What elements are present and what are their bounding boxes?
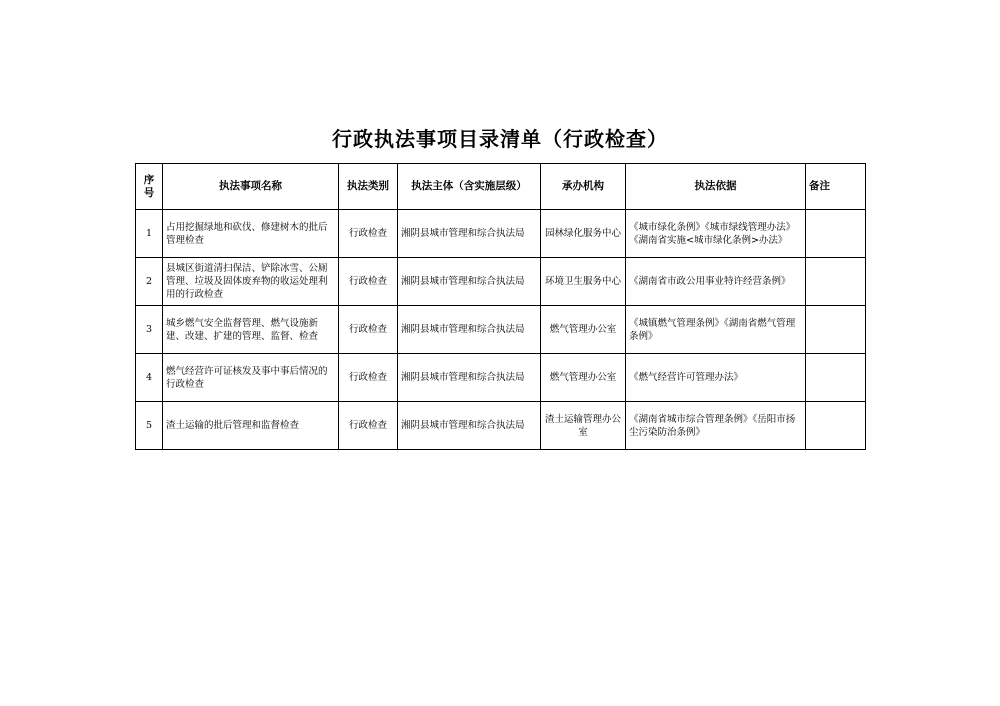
cell-remark [806, 210, 866, 258]
header-org: 承办机构 [541, 164, 626, 210]
cell-type: 行政检查 [339, 258, 398, 306]
cell-name: 占用挖掘绿地和砍伐、修建树木的批后管理检查 [163, 210, 339, 258]
cell-no: 1 [136, 210, 163, 258]
cell-remark [806, 258, 866, 306]
cell-body: 湘阴县城市管理和综合执法局 [398, 306, 541, 354]
cell-name: 城乡燃气安全监督管理、燃气设施新建、改建、扩建的管理、监督、检查 [163, 306, 339, 354]
cell-org: 园林绿化服务中心 [541, 210, 626, 258]
cell-org: 燃气管理办公室 [541, 354, 626, 402]
cell-remark [806, 354, 866, 402]
cell-org: 渣土运输管理办公室 [541, 402, 626, 450]
cell-org: 环境卫生服务中心 [541, 258, 626, 306]
cell-type: 行政检查 [339, 210, 398, 258]
table-header-row [136, 164, 866, 210]
cell-no: 2 [136, 258, 163, 306]
header-body: 执法主体（含实施层级） [398, 164, 541, 210]
cell-basis: 《湖南省市政公用事业特许经营条例》 [626, 258, 806, 306]
cell-type: 行政检查 [339, 402, 398, 450]
page-title: 行政执法事项目录清单（行政检查） [332, 127, 668, 151]
header-no: 序号 [136, 164, 163, 210]
cell-basis: 《城镇燃气管理条例》《湖南省燃气管理条例》 [626, 306, 806, 354]
cell-basis: 《湖南省城市综合管理条例》《岳阳市扬尘污染防治条例》 [626, 402, 806, 450]
cell-basis: 《城市绿化条例》《城市绿线管理办法》《湖南省实施<城市绿化条例>办法》 [626, 210, 806, 258]
table-row [136, 210, 866, 258]
header-type: 执法类别 [339, 164, 398, 210]
cell-name: 燃气经营许可证核发及事中事后情况的行政检查 [163, 354, 339, 402]
cell-body: 湘阴县城市管理和综合执法局 [398, 210, 541, 258]
table-row [136, 402, 866, 450]
cell-name: 县城区街道清扫保洁、铲除冰雪、公厕管理、垃圾及固体废弃物的收运处理利用的行政检查 [163, 258, 339, 306]
cell-body: 湘阴县城市管理和综合执法局 [398, 402, 541, 450]
table-row [136, 306, 866, 354]
cell-no: 3 [136, 306, 163, 354]
header-remark: 备注 [806, 164, 866, 210]
table-row [136, 258, 866, 306]
cell-remark [806, 306, 866, 354]
cell-org: 燃气管理办公室 [541, 306, 626, 354]
cell-type: 行政检查 [339, 354, 398, 402]
cell-remark [806, 402, 866, 450]
cell-basis: 《燃气经营许可管理办法》 [626, 354, 806, 402]
header-basis: 执法依据 [626, 164, 806, 210]
cell-body: 湘阴县城市管理和综合执法局 [398, 354, 541, 402]
cell-name: 渣土运输的批后管理和监督检查 [163, 402, 339, 450]
header-name: 执法事项名称 [163, 164, 339, 210]
cell-no: 4 [136, 354, 163, 402]
enforcement-items-table [135, 163, 866, 450]
cell-type: 行政检查 [339, 306, 398, 354]
cell-no: 5 [136, 402, 163, 450]
table-row [136, 354, 866, 402]
cell-body: 湘阴县城市管理和综合执法局 [398, 258, 541, 306]
